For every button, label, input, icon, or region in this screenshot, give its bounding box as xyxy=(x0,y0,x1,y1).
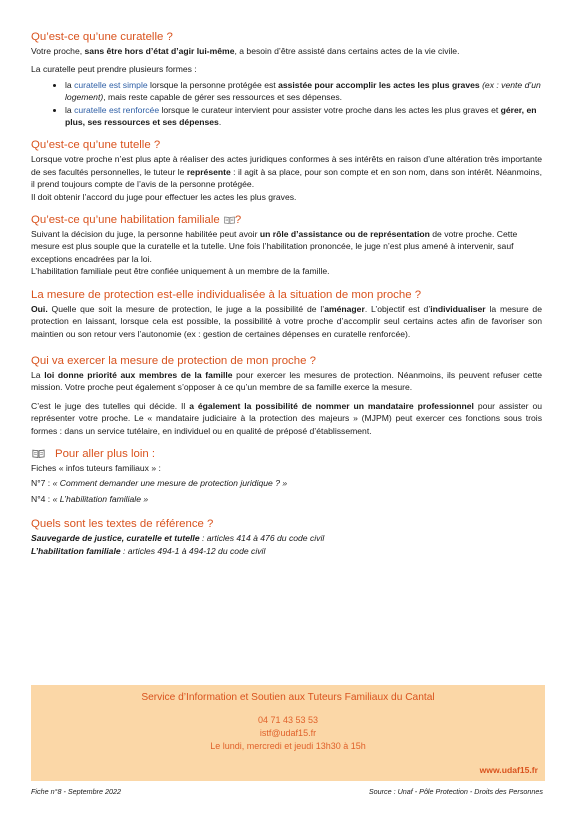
heading-aller-plus-loin: Pour aller plus loin : xyxy=(31,447,542,461)
document-body xyxy=(31,30,542,557)
website-link[interactable]: www.udaf15.fr xyxy=(479,765,538,775)
contact-box xyxy=(31,685,545,781)
reference-2: L’habilitation familiale : articles 494-1 à 494-12 du code civil xyxy=(31,545,266,556)
habilitation-text-2: L’habilitation familiale peut être confiée uniquement à un membre de la famille. xyxy=(31,266,330,277)
curatelle-intro: Votre proche, sans être hors d’état d’agir lui-même, a besoin d’être assisté dans certains actes de la vie civile. xyxy=(31,46,460,56)
exercice-text: La loi donne priorité aux membres de la famille pour exercer les mesures de protection. Néanmoins, ils peuvent refuser cette mission. Votre proche peut également s’opposer à ce qu’un membre de sa famille exerce la mesure. xyxy=(31,369,542,393)
contact-hours: Le lundi, mercredi et jeudi 13h30 à 15h xyxy=(210,741,366,751)
reference-1: Sauvegarde de justice, curatelle et tutelle : articles 414 à 476 du code civil xyxy=(31,533,325,544)
book-icon xyxy=(224,216,235,224)
habilitation-text: Suivant la décision du juge, la personne habilitée peut avoir un rôle d’assistance ou de représentation de votre proche. Cette mesure est plus souple que la curatelle et la tutelle. Une fois l’habilitation prononcée, le juge n’est plus amené à intervenir, sauf exceptions encadrées par la loi. xyxy=(31,229,518,264)
list-item: • la curatelle est renforcée lorsque le curateur intervient pour assister votre proche dans les actes les plus graves et gérer, en plus, ses ressources et ses dépenses. xyxy=(65,104,542,129)
individualisation-text: Oui. Quelle que soit la mesure de protection, le juge a la possibilité de l’aménager. L’objectif est d’individualiser la mesure de protection en laissant, lorsque cela est possible, la possibilité à votre proche d’accomplir seul certains actes afin de favoriser son maintien ou son retour vers l’autonomie (ex : gestion de certaines dépenses en curatelle renforcée). xyxy=(31,303,542,339)
heading-curatelle: Qu’est-ce qu’une curatelle ? xyxy=(31,31,173,43)
heading-textes-reference: Quels sont les textes de référence ? xyxy=(31,518,214,531)
fiches-label: Fiches « infos tuteurs familiaux » : xyxy=(31,462,161,473)
heading-tutelle: Qu’est-ce qu’une tutelle ? xyxy=(31,139,161,152)
fiche-reference: Fiche n°8 - Septembre 2022 xyxy=(31,787,121,796)
contact-email[interactable]: istf@udaf15.fr xyxy=(259,728,317,738)
curatelle-forms: La curatelle peut prendre plusieurs formes : xyxy=(31,64,197,75)
tutelle-text: Lorsque votre proche n’est plus apte à réaliser des actes juridiques conformes à ses intérêts en raison d’une altération très importante de ses facultés personnelles, le tuteur le représente : il agit à sa place, pour son compte et en son nom, dans son intérêt. Néanmoins, il prend toujours compte de l’avis de la personne protégée. xyxy=(31,154,542,190)
fiche-4: N°4 : « L’habilitation familiale » xyxy=(31,493,149,504)
heading-exercice: Qui va exercer la mesure de protection de mon proche ? xyxy=(31,354,316,367)
tutelle-text-2: Il doit obtenir l’accord du juge pour effectuer les actes les plus graves. xyxy=(31,191,297,202)
list-item: • la curatelle est simple lorsque la personne protégée est assistée pour accomplir les actes les plus graves (ex : vente d’un logement), mais reste capable de gérer ses ressources et ses dépenses. xyxy=(65,79,542,104)
contact-title: Service d’Information et Soutien aux Tuteurs Familiaux du Cantal xyxy=(141,692,435,703)
fiche-7: N°7 : « Comment demander une mesure de protection juridique ? » xyxy=(31,478,288,489)
book-icon xyxy=(32,449,45,458)
heading-individualisation: La mesure de protection est-elle individualisée à la situation de mon proche ? xyxy=(31,288,422,301)
source-reference: Source : Unaf - Pôle Protection - Droits des Personnes xyxy=(368,787,543,796)
curatelle-list xyxy=(31,79,542,129)
heading-habilitation: Qu’est-ce qu’une habilitation familiale ? xyxy=(31,214,242,227)
exercice-text-2: C’est le juge des tutelles qui décide. Il a également la possibilité de nommer un mandataire professionnel pour assister ou représenter votre proche. Le « mandataire judiciaire à la protection des majeurs » (MJPM) peut exercer ces fonctions sous trois formes : dans un service tutélaire, en individuel ou en qualité de préposé d’établissement. xyxy=(31,400,542,436)
contact-phone: 04 71 43 53 53 xyxy=(257,715,319,725)
